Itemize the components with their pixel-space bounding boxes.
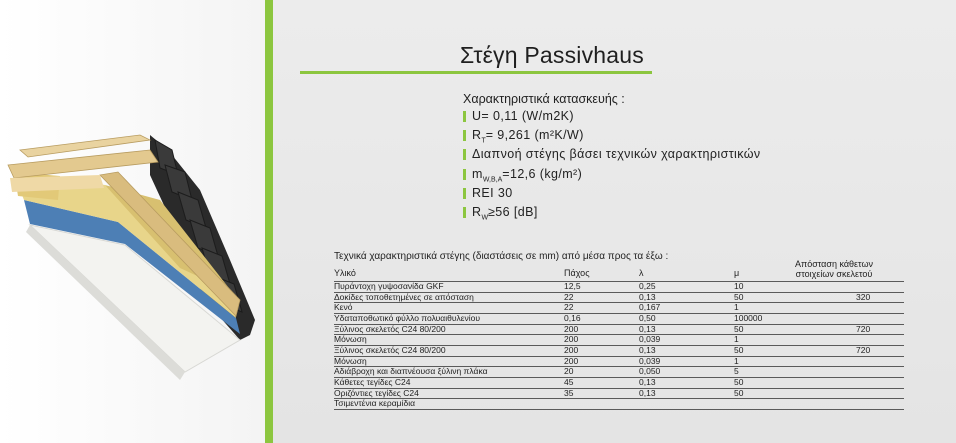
header-distance: Απόσταση κάθετων στοιχείων σκελετού — [794, 259, 874, 279]
spec-item: Διαπνοή στέγης βάσει τεχνικών χαρακτηριστικών — [463, 145, 761, 164]
cell-thickness — [564, 399, 639, 410]
cell-distance — [824, 356, 904, 367]
spec-item: $m_{W,B,A}=12,6$ (kg/m²) — [463, 165, 761, 184]
accent-divider — [265, 0, 273, 443]
page-title: Στέγη Passivhaus — [460, 42, 644, 68]
cell-mu: 100000 — [734, 313, 824, 324]
cell-distance — [824, 367, 904, 378]
cell-thickness: 0,16 — [564, 313, 639, 324]
cell-mu: 50 — [734, 292, 824, 303]
table-row — [334, 356, 904, 367]
table-row — [334, 292, 904, 303]
cell-lambda: 0,25 — [639, 282, 734, 293]
table-row — [334, 399, 904, 410]
cell-material: Μόνωση — [334, 356, 564, 367]
table-row — [334, 388, 904, 399]
cell-distance — [824, 313, 904, 324]
cell-thickness: 45 — [564, 377, 639, 388]
cell-material: Αδιάβροχη και διαπνέουσα ξύλινη πλάκα — [334, 367, 564, 378]
cell-thickness: 20 — [564, 367, 639, 378]
cell-material: Δοκίδες τοποθετημένες σε απόσταση — [334, 292, 564, 303]
spec-item: U= 0,11 (W/m2K) — [463, 107, 761, 126]
cell-mu: 5 — [734, 367, 824, 378]
table-row — [334, 282, 904, 293]
cell-lambda: 0,13 — [639, 345, 734, 356]
header-lambda: λ — [639, 268, 644, 278]
spec-list — [463, 107, 761, 222]
cell-mu: 50 — [734, 324, 824, 335]
cell-material: Κενό — [334, 303, 564, 314]
bullet-icon — [463, 207, 466, 218]
illustration-panel — [0, 0, 265, 443]
cell-lambda: 0,13 — [639, 388, 734, 399]
bullet-icon — [463, 111, 466, 122]
cell-lambda: 0,039 — [639, 335, 734, 346]
table-row — [334, 377, 904, 388]
cell-lambda — [639, 399, 734, 410]
cell-mu: 50 — [734, 377, 824, 388]
spec-item: $R_W\ge 56$ [dB] — [463, 203, 761, 222]
cell-mu: 50 — [734, 388, 824, 399]
header-thickness: Πάχος — [564, 268, 590, 278]
table-row — [334, 335, 904, 346]
table-row — [334, 345, 904, 356]
cell-mu: 1 — [734, 303, 824, 314]
cell-material: Υδαταποθωτικό φύλλο πολυαιθυλενίου — [334, 313, 564, 324]
title-underline — [300, 71, 652, 74]
cell-thickness: 200 — [564, 324, 639, 335]
spec-item: $R_T= 9,261$ (m²K/W) — [463, 126, 761, 145]
cell-material: Ξύλινος σκελετός C24 80/200 — [334, 345, 564, 356]
cell-material: Οριζόντιες τεγίδες C24 — [334, 388, 564, 399]
roof-section-illustration — [0, 0, 265, 443]
cell-material: Ξύλινος σκελετός C24 80/200 — [334, 324, 564, 335]
cell-thickness: 200 — [564, 335, 639, 346]
table-caption: Τεχνικά χαρακτηριστικά στέγης (διαστάσεις σε mm) από μέσα προς τα έξω : — [334, 251, 669, 262]
header-material: Υλικό — [334, 268, 356, 278]
cell-lambda: 0,050 — [639, 367, 734, 378]
bullet-icon — [463, 149, 466, 160]
cell-distance — [824, 335, 904, 346]
cell-distance: 720 — [824, 324, 904, 335]
cell-mu: 10 — [734, 282, 824, 293]
cell-thickness: 12,5 — [564, 282, 639, 293]
header-mu: μ — [734, 268, 740, 278]
cell-lambda: 0,13 — [639, 292, 734, 303]
cell-thickness: 200 — [564, 356, 639, 367]
cell-thickness: 200 — [564, 345, 639, 356]
cell-distance — [824, 377, 904, 388]
table-row — [334, 367, 904, 378]
cell-thickness: 35 — [564, 388, 639, 399]
table-row — [334, 313, 904, 324]
cell-mu: 1 — [734, 356, 824, 367]
cell-thickness: 22 — [564, 303, 639, 314]
cell-lambda: 0,167 — [639, 303, 734, 314]
table-header — [334, 268, 904, 280]
cell-distance — [824, 282, 904, 293]
cell-thickness: 22 — [564, 292, 639, 303]
cell-material: Τσιμεντένια κεραμίδια — [334, 399, 564, 410]
cell-lambda: 0,50 — [639, 313, 734, 324]
table-row — [334, 324, 904, 335]
cell-lambda: 0,13 — [639, 377, 734, 388]
cell-lambda: 0,13 — [639, 324, 734, 335]
cell-mu: 50 — [734, 345, 824, 356]
cell-material: Κάθετες τεγίδες C24 — [334, 377, 564, 388]
cell-lambda: 0,039 — [639, 356, 734, 367]
spec-heading: Χαρακτηριστικά κατασκευής : — [463, 92, 625, 106]
cell-mu: 1 — [734, 335, 824, 346]
cell-mu — [734, 399, 824, 410]
table-row — [334, 303, 904, 314]
cell-distance — [824, 303, 904, 314]
layers-table — [334, 281, 904, 410]
cell-material: Πυράντοχη γυψοσανίδα GKF — [334, 282, 564, 293]
cell-distance — [824, 388, 904, 399]
cell-material: Μόνωση — [334, 335, 564, 346]
cell-distance — [824, 399, 904, 410]
cell-distance: 320 — [824, 292, 904, 303]
bullet-icon — [463, 169, 466, 180]
cell-distance: 720 — [824, 345, 904, 356]
bullet-icon — [463, 188, 466, 199]
spec-item: REI 30 — [463, 184, 761, 203]
bullet-icon — [463, 130, 466, 141]
